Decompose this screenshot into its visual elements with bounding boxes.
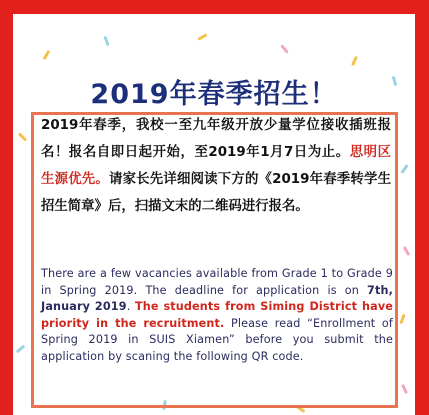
left-red-border <box>0 0 13 415</box>
confetti-decoration <box>351 56 358 66</box>
english-text-after-date: . <box>126 300 135 313</box>
confetti-decoration <box>399 314 405 324</box>
english-notice <box>41 266 393 365</box>
chinese-text-part1: 2019年春季，我校一至九年级开放少量学位接收插班报名！报名自即日起开始，至2019年1月7日为止。 <box>41 118 391 160</box>
confetti-decoration <box>403 246 411 256</box>
confetti-decoration <box>103 36 109 46</box>
top-red-border <box>0 0 429 14</box>
confetti-decoration <box>43 50 51 60</box>
right-red-border <box>415 0 429 415</box>
english-text-part2: Please read “Enrollment of Spring 2019 in SUIS Xiamen” before you submit the application by scaning the following QR code. <box>41 316 393 363</box>
chinese-text-part2: 请家长先详细阅读下方的《2019年春季转学生招生简章》后，扫描文末的二维码进行报名。 <box>41 172 391 214</box>
confetti-decoration <box>18 132 27 141</box>
chinese-highlight: 思明区生源优先。 <box>41 145 391 187</box>
confetti-decoration <box>401 384 408 394</box>
english-highlight: The students from Siming District have priority in the recruitment. <box>41 300 393 330</box>
page-title: 2019年春季招生！ <box>90 79 338 110</box>
confetti-decoration <box>16 345 26 354</box>
chinese-notice <box>41 112 391 220</box>
confetti-decoration <box>400 164 408 174</box>
english-deadline-date: 7th, January 2019 <box>41 283 393 313</box>
confetti-decoration <box>280 44 289 54</box>
confetti-decoration <box>197 33 207 41</box>
english-text-part1: There are a few vacancies available from Grade 1 to Grade 9 in Spring 2019. The deadline for application is on <box>41 267 393 297</box>
